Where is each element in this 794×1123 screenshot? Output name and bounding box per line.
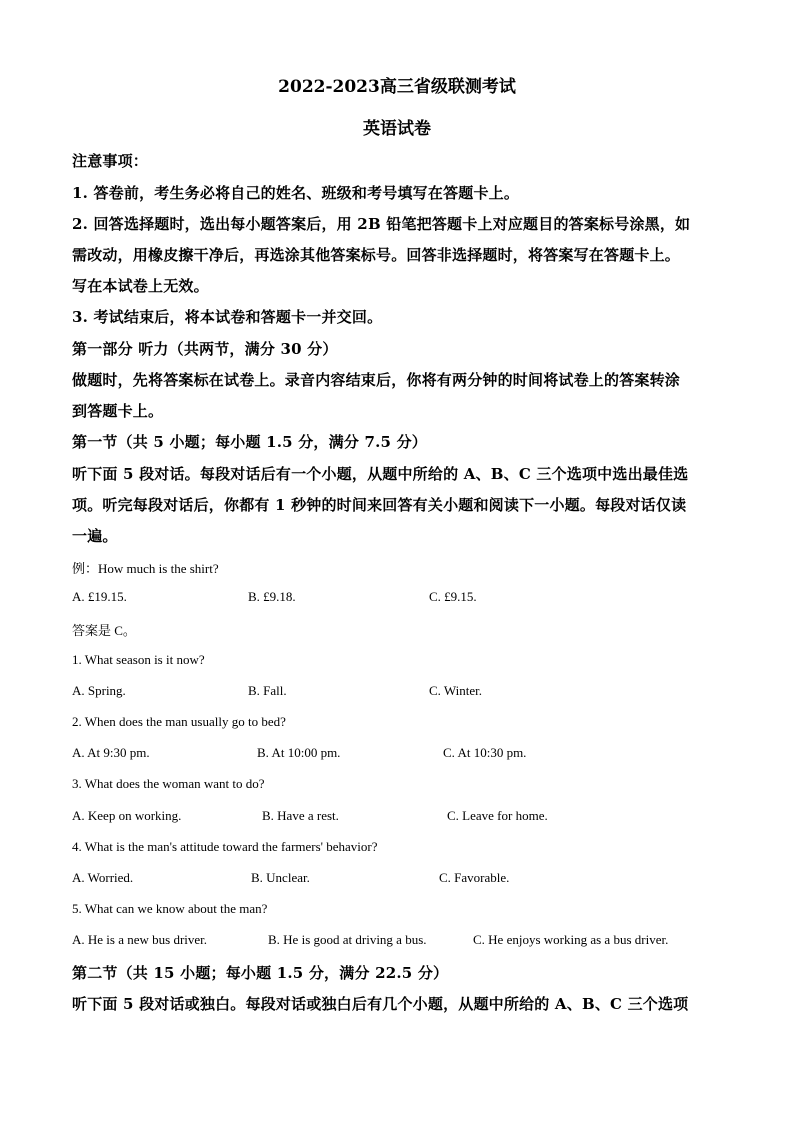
notice-item-2-line-3: 写在本试卷上无效。 (72, 277, 209, 295)
exam-subtitle: 英语试卷 (363, 119, 431, 139)
part1-intro-line-2: 到答题卡上。 (72, 402, 164, 420)
section1-heading: 第一节（共 5 小题；每小题 1.5 分，满分 7.5 分） (72, 433, 427, 451)
question-4: 4. What is the man's attitude toward the farmers' behavior? (72, 839, 378, 854)
question-3-option-c: C. Leave for home. (447, 808, 548, 823)
question-2: 2. When does the man usually go to bed? (72, 714, 286, 729)
question-1-option-b: B. Fall. (248, 683, 287, 698)
section2-heading: 第二节（共 15 小题；每小题 1.5 分，满分 22.5 分） (72, 964, 449, 982)
part1-intro-line-1: 做题时，先将答案标在试卷上。录音内容结束后，你将有两分钟的时间将试卷上的答案转涂 (72, 371, 681, 389)
exam-title: 2022-2023高三省级联测考试 (278, 77, 516, 97)
example-question: 例：How much is the shirt? (72, 561, 219, 576)
question-5-option-a: A. He is a new bus driver. (72, 932, 208, 947)
question-5-option-b: B. He is good at driving a bus. (268, 932, 427, 947)
question-4-option-b: B. Unclear. (251, 870, 310, 885)
section2-instr-line-1: 听下面 5 段对话或独白。每段对话或独白后有几个小题，从题中所给的 A、B、C 三个选项 (72, 995, 689, 1013)
notice-heading: 注意事项： (72, 152, 149, 170)
section1-instr-line-2: 项。听完每段对话后，你都有 1 秒钟的时间来回答有关小题和阅读下一小题。每段对话仅读 (72, 496, 687, 514)
example-option-b: B. £9.18. (248, 589, 296, 604)
notice-item-2-line-2: 需改动，用橡皮擦干净后，再选涂其他答案标号。回答非选择题时，将答案写在答题卡上。 (72, 246, 681, 264)
section1-instr-line-3: 一遍。 (72, 527, 118, 545)
notice-item-1: 1. 答卷前，考生务必将自己的姓名、班级和考号填写在答题卡上。 (72, 184, 520, 202)
section1-instr-line-1: 听下面 5 段对话。每段对话后有一个小题，从题中所给的 A、B、C 三个选项中选出最佳选 (72, 465, 689, 483)
question-5: 5. What can we know about the man? (72, 901, 268, 916)
example-option-a: A. £19.15. (72, 589, 127, 604)
question-3: 3. What does the woman want to do? (72, 776, 265, 791)
notice-item-3: 3. 考试结束后，将本试卷和答题卡一并交回。 (72, 308, 383, 326)
question-2-option-b: B. At 10:00 pm. (257, 745, 341, 760)
question-4-option-c: C. Favorable. (439, 870, 510, 885)
example-option-c: C. £9.15. (429, 589, 477, 604)
question-3-option-a: A. Keep on working. (72, 808, 182, 823)
question-2-option-c: C. At 10:30 pm. (443, 745, 527, 760)
question-1: 1. What season is it now? (72, 652, 205, 667)
part1-heading: 第一部分 听力（共两节，满分 30 分） (72, 340, 338, 358)
question-1-option-c: C. Winter. (429, 683, 483, 698)
notice-item-2-line-1: 2. 回答选择题时，选出每小题答案后，用 2B 铅笔把答题卡上对应题目的答案标号涂黑，如 (72, 215, 691, 233)
question-5-option-c: C. He enjoys working as a bus driver. (473, 932, 669, 947)
question-4-option-a: A. Worried. (72, 870, 134, 885)
question-3-option-b: B. Have a rest. (262, 808, 339, 823)
example-answer: 答案是 C。 (72, 623, 136, 638)
question-1-option-a: A. Spring. (72, 683, 126, 698)
question-2-option-a: A. At 9:30 pm. (72, 745, 150, 760)
